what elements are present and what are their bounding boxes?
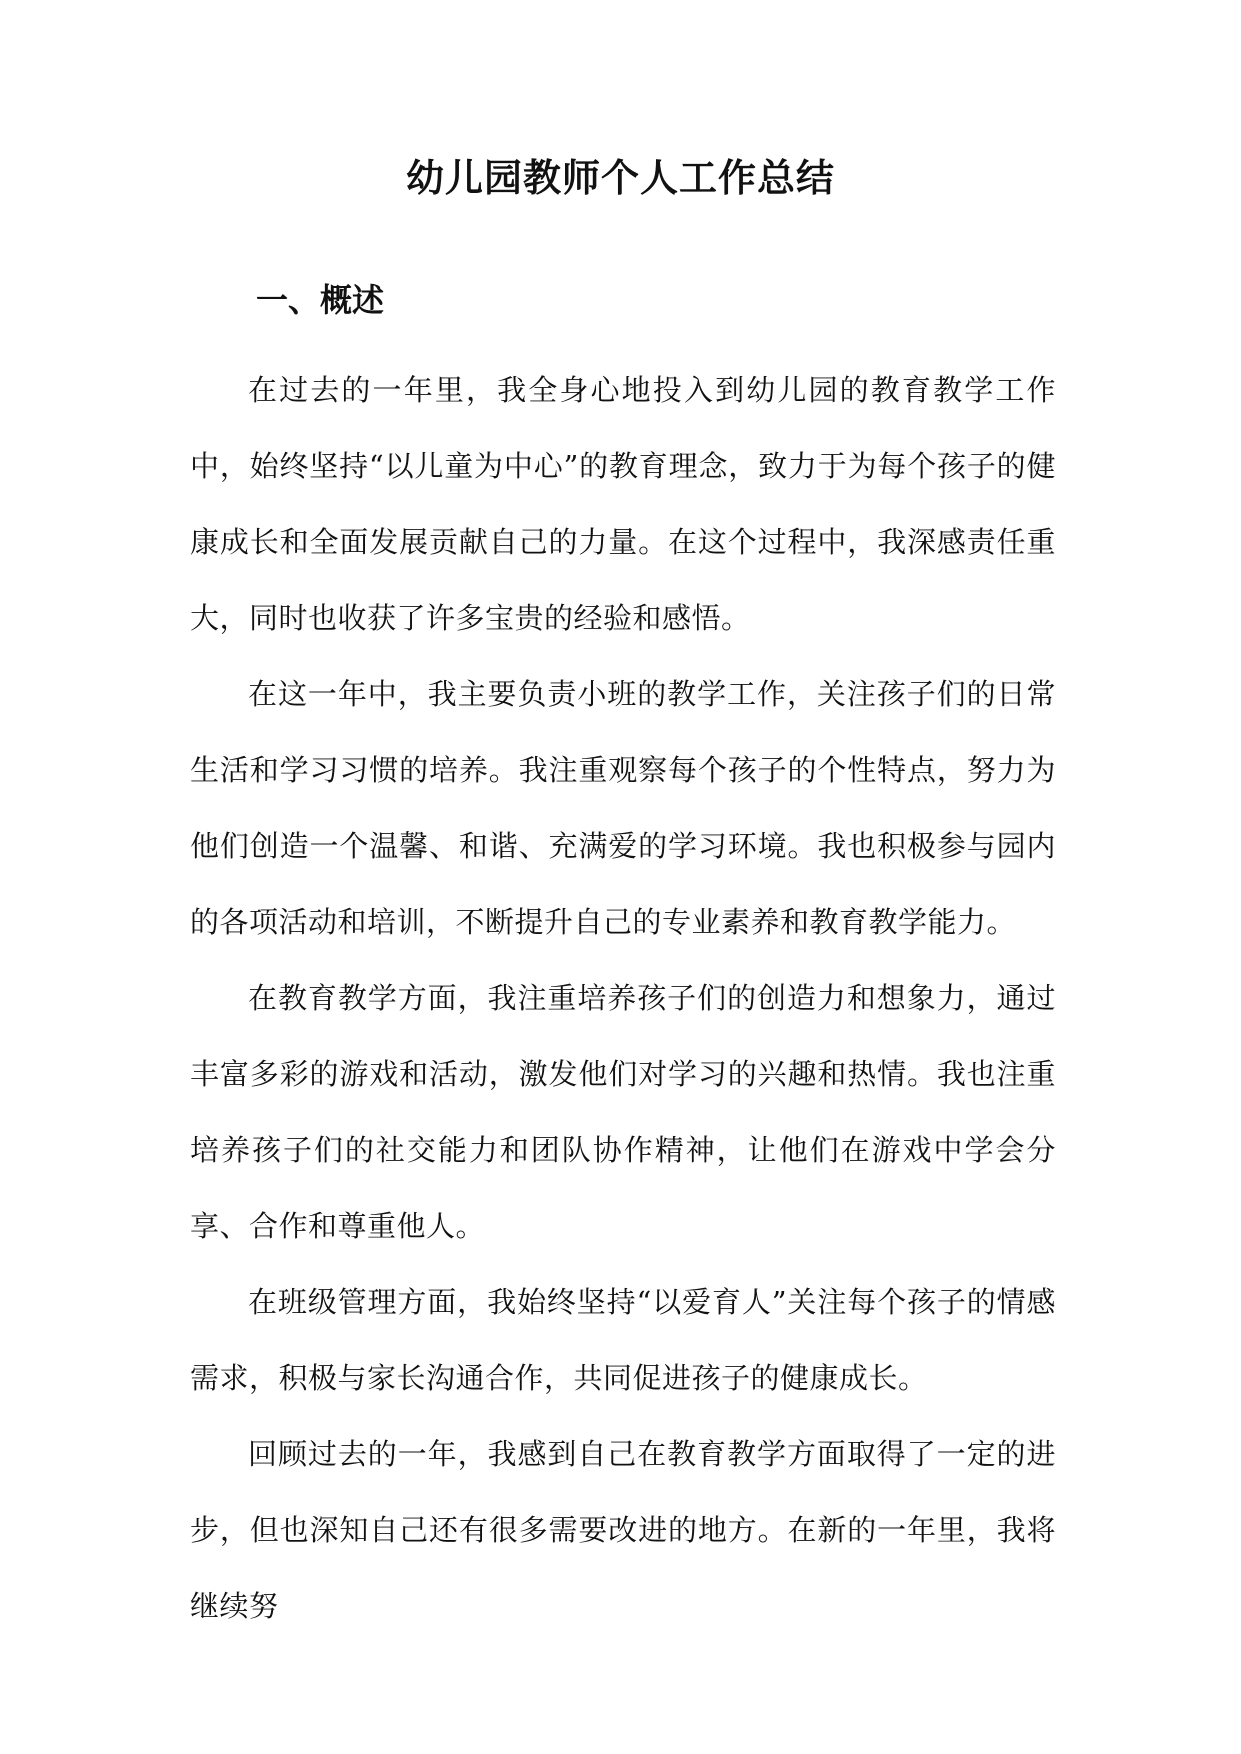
document-title: 幼儿园教师个人工作总结 [405, 155, 835, 200]
paragraph-4: 在班级管理方面，我始终坚持“以爱育人”关注每个孩子的情感需求，积极与家长沟通合作，共同促进孩子的健康成长。 [190, 1285, 1056, 1395]
paragraph-5: 回顾过去的一年，我感到自己在教育教学方面取得了一定的进步，但也深知自己还有很多需要改进的地方。在新的一年里，我将继续努 [190, 1437, 1056, 1623]
paragraph-2: 在这一年中，我主要负责小班的教学工作，关注孩子们的日常生活和学习习惯的培养。我注重观察每个孩子的个性特点，努力为他们创造一个温馨、和谐、充满爱的学习环境。我也积极参与园内的各项活动和培训，不断提升自己的专业素养和教育教学能力。 [190, 677, 1056, 939]
paragraph-1: 在过去的一年里，我全身心地投入到幼儿园的教育教学工作中，始终坚持“以儿童为中心”的教育理念，致力于为每个孩子的健康成长和全面发展贡献自己的力量。在这个过程中，我深感责任重大，同时也收获了许多宝贵的经验和感悟。 [190, 373, 1056, 635]
paragraph-3: 在教育教学方面，我注重培养孩子们的创造力和想象力，通过丰富多彩的游戏和活动，激发他们对学习的兴趣和热情。我也注重培养孩子们的社交能力和团队协作精神，让他们在游戏中学会分享、合作和尊重他人。 [190, 981, 1056, 1243]
document-body [190, 352, 1056, 1644]
section-heading-overview: 一、概述 [256, 281, 385, 319]
